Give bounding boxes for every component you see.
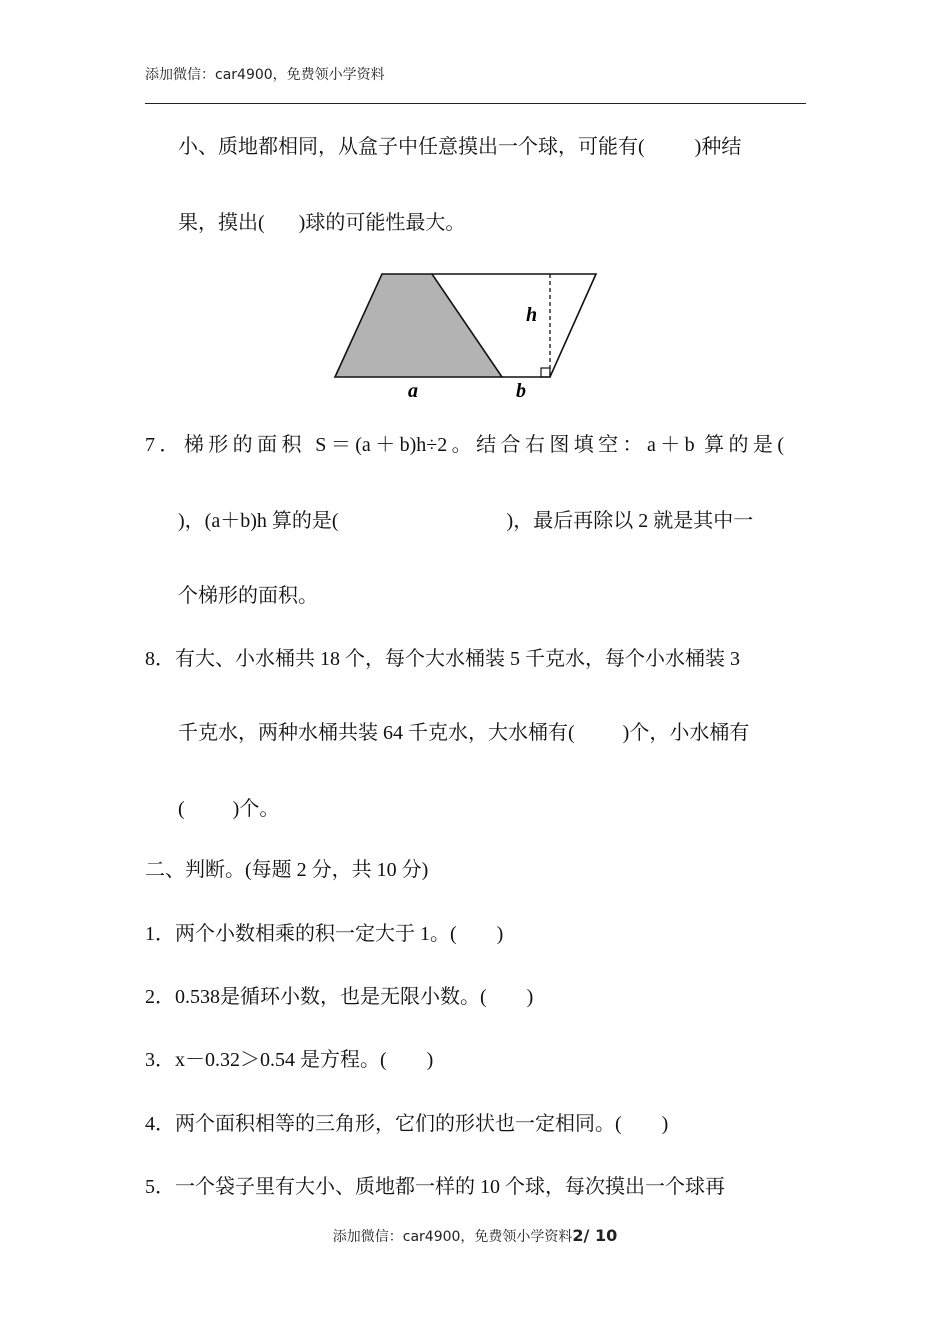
q8-line-3 [178,795,279,823]
judge-item-5: 5．一个袋子里有大小、质地都一样的 10 个球，每次摸出一个球再 [145,1176,725,1198]
q6-line-2-text: 果，摸出( [178,212,265,234]
trapezoid-parallelogram-diagram [330,266,610,406]
q7-line-2 [178,507,753,535]
q8-line-2-end: )个，小水桶有 [622,722,750,744]
shaded-trapezoid [335,274,502,377]
q7-line-2-end: )，最后再除以 2 就是其中一 [506,510,754,532]
judge-item-close: ) [496,923,504,945]
page-number: 2/ 10 [572,1226,618,1245]
q6-line-1-end: )种结 [694,136,742,158]
judge-item-close: ) [661,1113,669,1135]
q8-line-2-text: 千克水，两种水桶共装 64 千克水，大水桶有( [178,722,575,744]
q7-line-1: 7．梯形的面积 S＝(a＋b)h÷2。结合右图填空：a＋b 算的是( [145,434,784,456]
judge-item-2 [145,983,533,1011]
header-divider [145,103,806,104]
judge-item-text: 2．0.538是循环小数，也是无限小数。( [145,986,487,1008]
page-footer [0,1226,950,1246]
judge-item-4 [145,1110,668,1138]
judge-item-close: ) [426,1049,434,1071]
q7-line-3: 个梯形的面积。 [178,585,318,607]
q8-line-3-end: )个。 [232,798,280,820]
judge-item-text: 4．两个面积相等的三角形，它们的形状也一定相同。( [145,1113,622,1135]
q8-line-3-open: ( [178,798,185,820]
judge-item-text: 3．x－0.32＞0.54 是方程。( [145,1049,387,1071]
judge-item-1 [145,920,503,948]
judge-item-close: ) [526,986,534,1008]
q6-line-2 [178,209,465,237]
label-b: b [516,380,526,402]
q6-line-1 [178,133,741,161]
footer-text: 添加微信：car4900，免费领小学资料 [332,1229,573,1245]
q8-line-2 [178,719,749,747]
section-2-title: 二、判断。(每题 2 分，共 10 分) [145,859,429,881]
judge-item-3 [145,1046,433,1074]
q8-line-1: 8．有大、小水桶共 18 个，每个大水桶装 5 千克水，每个小水桶装 3 [145,648,740,670]
label-a: a [408,380,418,402]
q6-line-1-text: 小、质地都相同，从盒子中任意摸出一个球，可能有( [178,136,645,158]
label-h: h [526,304,538,326]
judge-item-text: 1．两个小数相乘的积一定大于 1。( [145,923,457,945]
right-angle-mark [541,368,550,377]
q6-line-2-end: )球的可能性最大。 [298,212,466,234]
q7-line-2-text: )，(a＋b)h 算的是( [178,510,339,532]
page-header: 添加微信：car4900，免费领小学资料 [145,67,385,83]
